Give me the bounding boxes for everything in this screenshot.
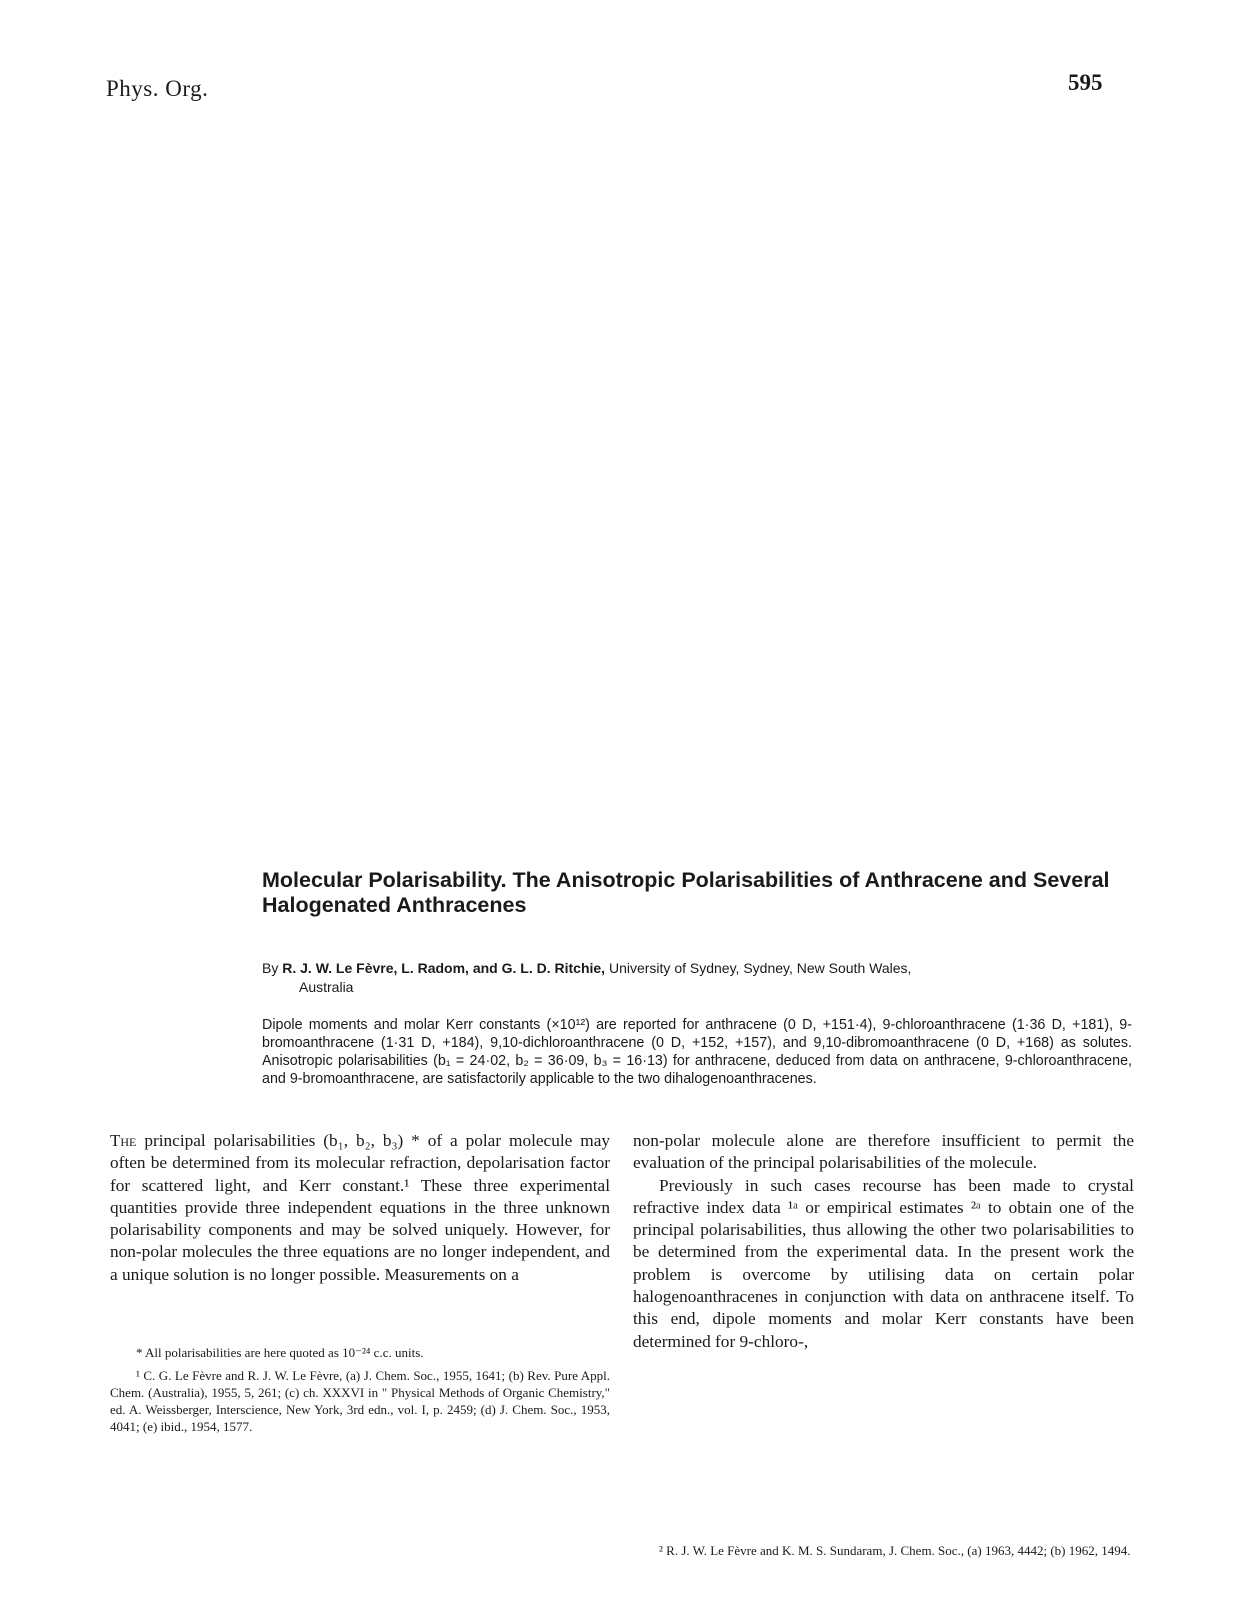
byline-prefix: By	[262, 960, 279, 976]
abstract: Dipole moments and molar Kerr constants (×10¹²) are reported for anthracene (0 D, +151·4), 9-chloroanthracene (1·36 D, +181), 9-bromoanthracene (1·31 D, +184), 9,10-dichloroanthracene (0 D, +152, +157), and 9,10-dibromoanthracene (0 D, +168) as solutes. Anisotropic polarisabilities (b₁ = 24·02, b₂ = 36·09, b₃ = 16·13) for anthracene, deduced from data on anthracene, 9-chloroanthracene, and 9-bromoanthracene, are satisfactorily applicable to the two dihalogenoanthracenes.	[262, 1017, 1132, 1087]
article-title: Molecular Polarisability. The Anisotropic Polarisabilities of Anthracene and Several Halogenated Anthracenes	[262, 868, 1110, 917]
body-column-left	[110, 1130, 610, 1286]
footnote-1: ¹ C. G. Le Fèvre and R. J. W. Le Fèvre, (a) J. Chem. Soc., 1955, 1641; (b) Rev. Pure Appl. Chem. (Australia), 1955, 5, 261; (c) ch. XXXVI in " Physical Methods of Organic Chemistry," ed. A. Weissberger, Interscience, New York, 3rd edn., vol. I, p. 2459; (d) J. Chem. Soc., 1953, 4041; (e) ibid., 1954, 1577.	[110, 1368, 610, 1434]
body-paragraph: Previously in such cases recourse has been made to crystal refractive index data ¹ᵃ or empirical estimates ²ᵃ to obtain one of the principal polarisabilities, thus allowing the other two polarisabilities to be determined from the experimental data. In the present work the problem is overcome by utilising data on certain polar halogenoanthracenes in conjunction with data on anthracene itself. To this end, dipole moments and molar Kerr constants have been determined for 9-chloro-,	[633, 1175, 1134, 1351]
body-paragraph: non-polar molecule alone are therefore insufficient to permit the evaluation of the principal polarisabilities of the molecule.	[633, 1131, 1134, 1173]
affiliation: University of Sydney, Sydney, New South Wales,	[608, 960, 912, 976]
footnote-2: ² R. J. W. Le Fèvre and K. M. S. Sundaram, J. Chem. Soc., (a) 1963, 4442; (b) 1962, 1494.	[659, 1543, 1131, 1558]
body-column-right	[633, 1130, 1134, 1353]
body-text: principal polarisabilities (b₁, b₂, b₃) * of a polar molecule may often be determined from its molecular refraction, depolarisation factor for scattered light, and Kerr constant.¹ These three experimental quantities provide three independent equations in the three unknown polarisability components and may be solved uniquely. However, for non-polar molecules the three equations are no longer independent, and a unique solution is no longer possible. Measurements on a	[110, 1131, 610, 1284]
author-line	[262, 959, 1142, 997]
journal-section-header: Phys. Org.	[106, 76, 209, 101]
author-names: R. J. W. Le Fèvre, L. Radom, and G. L. D. Ritchie,	[282, 960, 606, 976]
footnotes-right	[633, 1542, 1134, 1559]
footnotes-left	[110, 1344, 610, 1435]
footnote-star: * All polarisabilities are here quoted as 10⁻²⁴ c.c. units.	[136, 1345, 424, 1360]
body-paragraph	[110, 1130, 610, 1286]
lead-word: The	[110, 1131, 137, 1150]
affiliation-country: Australia	[299, 979, 354, 995]
page-number: 595	[1068, 70, 1103, 95]
